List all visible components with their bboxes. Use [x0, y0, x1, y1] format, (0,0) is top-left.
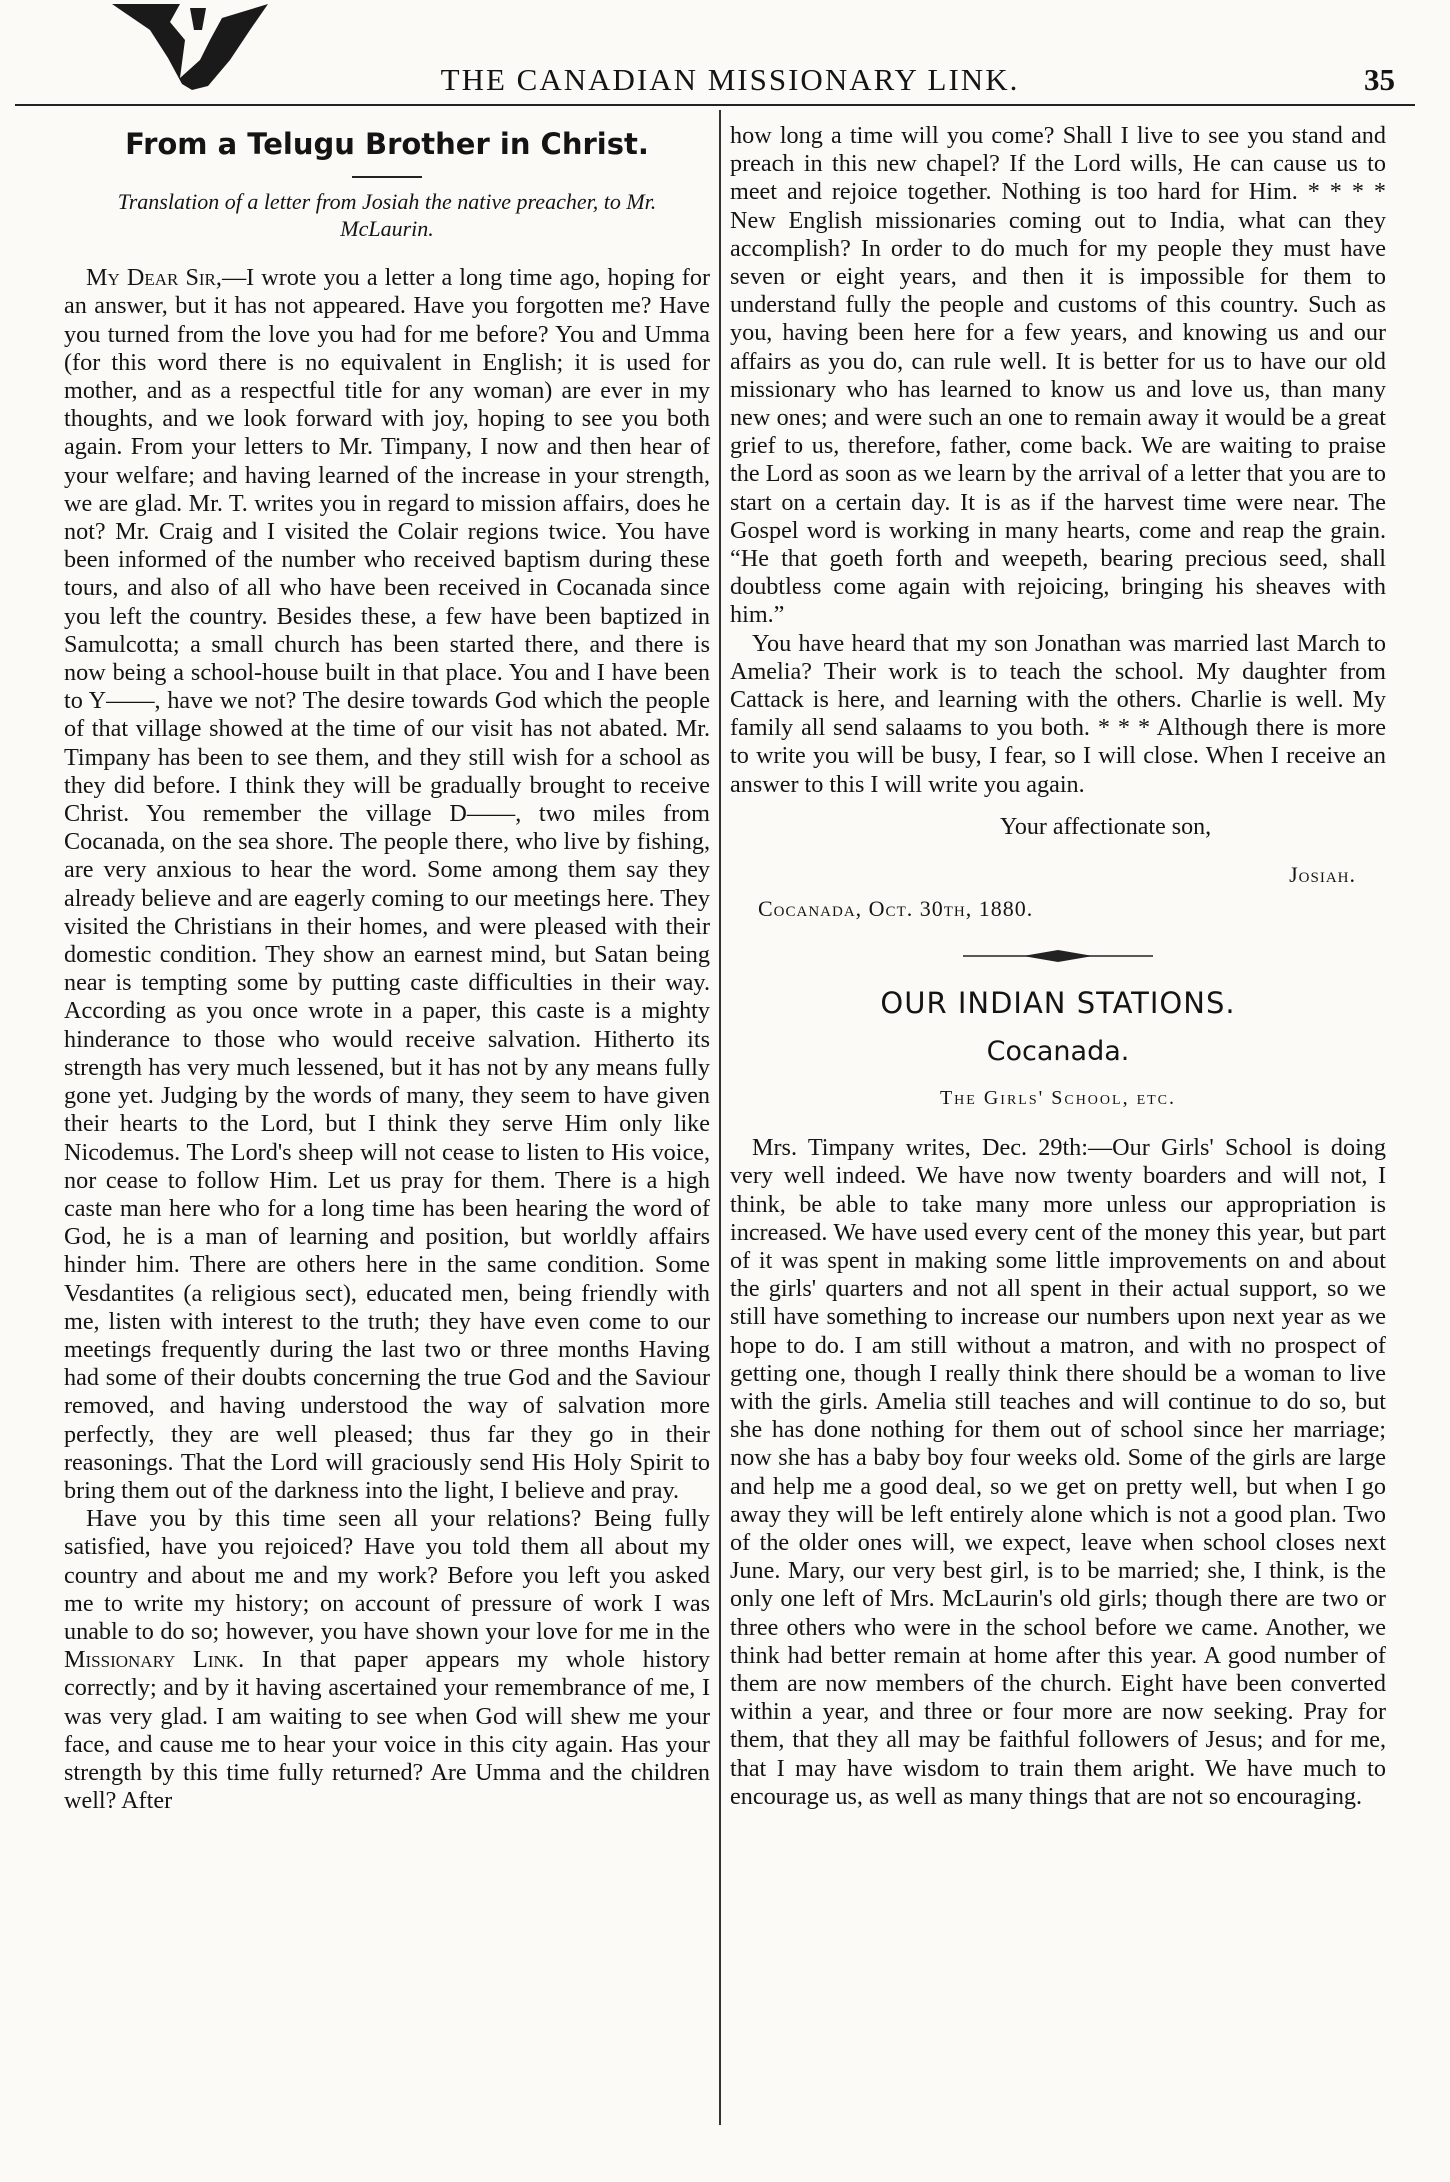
header-rule — [15, 104, 1415, 106]
letter-continuation: how long a time will you come? Shall I live to see you stand and preach in this new chapel? If the Lord wills, He can cause us to meet and rejoice together. Nothing is too hard for Him. * * * * New English missionaries coming out to India, what can they accomplish? In order to do much for my people they must have seven or eight years, and then it is impossible for them to understand fully the people and customs of this country. Such as you, having been here for a few years, and knowing us and our affairs as you do, can rule well. It is better for us to have our old missionary who has learned to know us and love us, than many new ones; and were such an one to remain away it would be a great grief to us, therefore, father, come back. We are waiting to praise the Lord as soon as we learn by the arrival of a letter that you are to start on a certain day. It is as if the harvest time were near. The Gospel word is working in many hearts, come and reap the grain. “He that goeth forth and weepeth, bearing precious seed, shall doubtless come again with rejoicing, bringing his sheaves with him.” — [730, 122, 1386, 629]
page-number: 35 — [1364, 62, 1395, 97]
article-subtitle: Translation of a letter from Josiah the native preacher, to Mr. McLaurin. — [117, 189, 657, 242]
left-column — [64, 120, 710, 1815]
column-rule — [719, 110, 721, 2125]
letter-signature: Josiah. — [1289, 862, 1356, 888]
letter-paragraph — [64, 264, 710, 1505]
station-title: Cocanada. — [986, 1035, 1130, 1067]
letter-closing: Your affectionate son, — [1000, 813, 1212, 840]
section-title: OUR INDIAN STATIONS. — [880, 986, 1236, 1021]
right-column — [730, 122, 1386, 1811]
salutation: My Dear Sir, — [86, 264, 222, 292]
letter-paragraph-text: Have you by this time seen all your relations? Being fully satisfied, have you rejoiced? Have you told them all about my country and about me and my work? Before you left you asked me to write my history; on account of pressure of work I was unable to do so; however, you have shown your love for me in the — [64, 1505, 710, 1645]
masthead-emblem-icon — [110, 0, 270, 92]
running-head: THE CANADIAN MISSIONARY LINK. — [440, 62, 1020, 97]
title-rule — [352, 176, 422, 178]
report-paragraph: Mrs. Timpany writes, Dec. 29th:—Our Girls' School is doing very well indeed. We have now twenty boarders and will not, I think, be able to take many more unless our appropriation is increased. We have used every cent of the money this year, but part of it was spent in making some little improvements on and about the girls' quarters and not all spent in their actual support, so we still have something to increase our numbers upon next year as we hope to do. I am still without a matron, and with no prospect of getting one, though I really think there should be a woman to live with the girls. Amelia still teaches and will continue to do so, but she has done nothing for them out of school since her marriage; now she has a baby boy four weeks old. Some of the girls are large and help me a good deal, so we get on pretty well, but when I go away they will be left entirely alone which is not a good plan. Two of the older ones will, we expect, leave when school closes next June. Mary, our very best girl, is to be married; she, I think, is the only one left of Mrs. McLaurin's old girls; though there are two or three others who were in the school before we came. Another, we think had better remain at home after this year. A good number of them are now members of the church. Eight have been converted within a year, and three or four more are now seeking. Pray for them, that they all may be faithful followers of Jesus; and for me, that I may have wisdom to train them aright. We have much to encourage us, as well as many things that are not so encouraging. — [730, 1134, 1386, 1810]
letter-paragraph: You have heard that my son Jonathan was married last March to Amelia? Their work is to teach the school. My daughter from Cattack is here, and learning with the others. Charlie is well. My family all send salaams to you both. * * * Although there is more to write you will be busy, I fear, so I will close. When I receive an answer to this I will write you again. — [730, 629, 1386, 798]
divider-ornament-icon — [963, 949, 1153, 963]
section-subtitle: The Girls' School, etc. — [939, 1086, 1177, 1109]
letter-paragraph-text: . In that paper appears my whole history correctly; and by it having ascertained your remembrance of me, I was very glad. I am waiting to see when God will shew me your face, and cause me to hear your voice in this city again. Has your strength by this time fully returned? Are Umma and the children well? After — [64, 1646, 710, 1815]
letter-paragraph-text: —I wrote you a letter a long time ago, hoping for an answer, but it has not appeared. Have you forgotten me? Have you turned from the love you had for me before? You and Umma (for this word there is no equivalent in English; it is used for mother, and as a respectful title for any woman) are ever in my thoughts, and we look forward with joy, hoping to see you both again. From your letters to Mr. Timpany, I now and then hear of your welfare; and having learned of the increase in your strength, we are glad. Mr. T. writes you in regard to mission affairs, does he not? Mr. Craig and I visited the Colair regions twice. You have been informed of the number who received baptism during these tours, and also of all who have been received in Cocanada since you left the country. Besides these, a few have been baptized in Samulcotta; a small church has been started there, and there is now being a school-house built in that place. You and I have been to Y——, have we not? The desire towards God which the people of that village showed at the time of our visit has not abated. Mr. Timpany has been to see them, and they still wish for a school as they did before. I think they will be gradually brought to receive Christ. You remember the village D——, two miles from Cocanada, on the sea shore. The people there, who live by fishing, are very anxious to hear the word. Some among them say they already believe and are eagerly coming to our meetings here. They visited the Christians in their homes, and were pleased with their domestic condition. They show an earnest mind, but Satan being near is tempting some by putting caste difficulties in their way. According as you once wrote in a paper, this caste is a mighty hinderance to those who would receive salvation. Hitherto its strength has very much lessened, but it has not by any means fully gone yet. Judging by the words of many, they seem to have given their hearts to the Lord, but I think they serve Him only like Nicodemus. The Lord's sheep will not cease to listen to His voice, nor cease to follow Him. Let us pray for them. There is a high caste man here who for a long time has been hearing the word of God, he is a man of learning and position, but worldly affairs hinder him. There are others here in the same condition. Some Vesdantites (a religious sect), educated men, being friendly with me, listen with interest to the truth; they have even come to our meetings frequently during the last two or three months Having had some of their doubts concerning the true God and the Saviour removed, and having understood the way of salvation more perfectly, they are well pleased; thus far they go in their reasonings. That the Lord will graciously send His Holy Spirit to bring them out of the darkness into the light, I believe and pray. — [64, 264, 711, 1504]
letter-dateline: Cocanada, Oct. 30th, 1880. — [758, 896, 1034, 922]
letter-paragraph — [64, 1505, 710, 1815]
publication-name: Missionary Link — [64, 1646, 239, 1674]
article-title: From a Telugu Brother in Christ. — [125, 127, 649, 161]
